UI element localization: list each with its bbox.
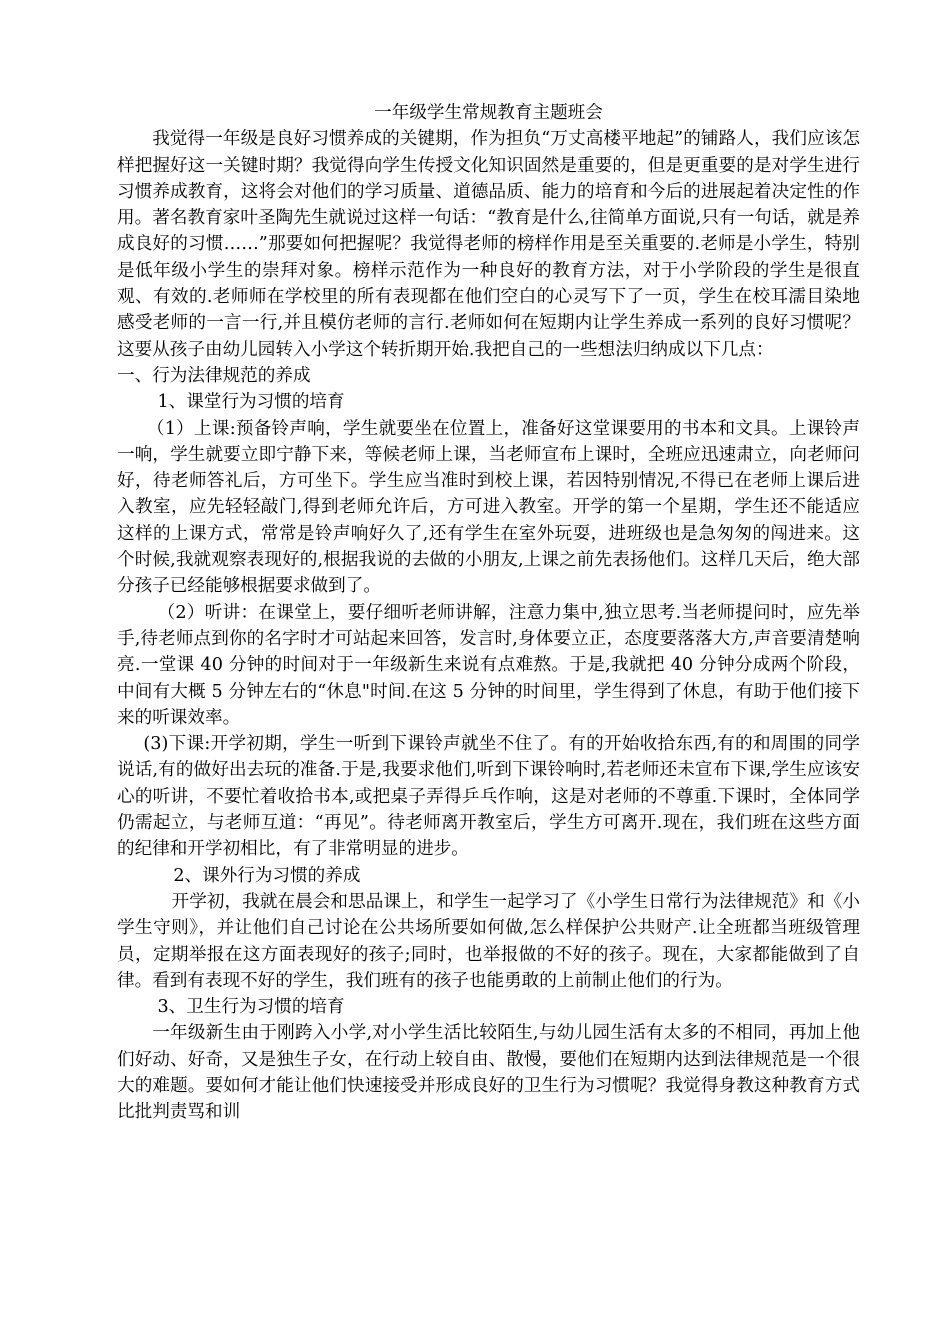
subsection-heading-3: 3、卫生行为习惯的培育 <box>157 997 345 1018</box>
intro-paragraph: 我觉得一年级是良好习惯养成的关键期，作为担负“万丈高楼平地起”的铺路人，我们应该怎样把握好这一关键时期？我觉得向学生传授文化知识固然是重要的，但是更重要的是对学生进行习惯养成教育，这将会对他们的学习质量、道德品质、能力的培育和今后的进展起着决定性的作用。著名教育家叶圣陶先生就说过这样一句话：“教育是什么,往简单方面说,只有一句话，就是养成良好的习惯……”那要如何把握呢？我觉得老师的榜样作用是至关重要的.老师是小学生，特别是低年级小学生的崇拜对象。榜样示范作为一种良好的教育方法，对于小学阶段的学生是很直观、有效的.老师师在学校里的所有表现都在他们空白的心灵写下了一页，学生在校耳濡目染地感受老师的一言一行,并且模仿老师的言行.老师如何在短期内让学生养成一系列的良好习惯呢？这要从孩子由幼儿园转入小学这个转折期开始.我把自己的一些想法归纳成以下几点： <box>117 129 860 360</box>
paragraph-outside-class: 开学初，我就在晨会和思品课上，和学生一起学习了《小学生日常行为法律规范》和《小学生守则》，并让他们自己讨论在公共场所要如何做,怎么样保护公共财产.让全班都当班级管理员，定期举报在这方面表现好的孩子;同时，也举报做的不好的孩子。现在，大家都能做到了自律。看到有表现不好的学生，我们班有的孩子也能勇敢的上前制止他们的行为。 <box>117 891 860 991</box>
subsection-heading-1: 1、课堂行为习惯的培育 <box>157 392 345 413</box>
paragraph-listening: （2）听讲：在课堂上，要仔细听老师讲解，注意力集中,独立思考.当老师提问时，应先举手,待老师点到你的名字时才可站起来回答，发言时,身体要立正，态度要落落大方,声音要清楚响亮.一堂课 40 分钟的时间对于一年级新生来说有点难熬。于是,我就把 40 分钟分成两个阶段，中间有大概 5 分钟左右的“休息"时间.在这 5 分钟的时间里，学生得到了休息，有助于他们接下来的听课效率。 <box>117 602 860 728</box>
subsection-heading-2: 2、课外行为习惯的养成 <box>173 865 361 886</box>
section-heading-1: 一、行为法律规范的养成 <box>117 365 311 386</box>
document-title: 一年级学生常规教育主题班会 <box>374 103 603 123</box>
document-page <box>117 100 860 1126</box>
paragraph-class-start: （1）上课:预备铃声响，学生就要坐在位置上，准备好这堂课要用的书本和文具。上课铃声一响，学生就要立即宁静下来，等候老师上课，当老师宣布上课时，全班应迅速肃立，向老师问好，待老师答礼后，方可坐下。学生应当准时到校上课，若因特别情况,不得已在老师上课后进入教室，应先轻轻敲门,得到老师允许后，方可进入教室。开学的第一个星期，学生还不能适应这样的上课方式，常常是铃声响好久了,还有学生在室外玩耍，进班级也是急匆匆的闯进来。这个时候,我就观察表现好的,根据我说的去做的小朋友,上课之前先表扬他们。这样几天后，绝大部分孩子已经能够根据要求做到了。 <box>117 418 860 597</box>
paragraph-hygiene: 一年级新生由于刚跨入小学,对小学生活比较陌生,与幼儿园生活有太多的不相同，再加上他们好动、好奇，又是独生子女，在行动上较自由、散慢，要他们在短期内达到法律规范是一个很大的难题。要如何才能让他们快速接受并形成良好的卫生行为习惯呢？我觉得身教这种教育方式比批判责骂和训 <box>117 1023 860 1123</box>
paragraph-class-end: (3)下课:开学初期，学生一听到下课铃声就坐不住了。有的开始收拾东西,有的和周围的同学说话,有的做好出去玩的准备.于是,我要求他们,听到下课铃响时,若老师还未宣布下课,学生应该安心的听讲，不要忙着收拾书本,或把桌子弄得乒乓作响，这是对老师的不尊重.下课时，全体同学仍需起立，与老师互道：“再见”。待老师离开教室后，学生方可离开.现在，我们班在这些方面的纪律和开学初相比，有了非常明显的进步。 <box>117 734 860 860</box>
